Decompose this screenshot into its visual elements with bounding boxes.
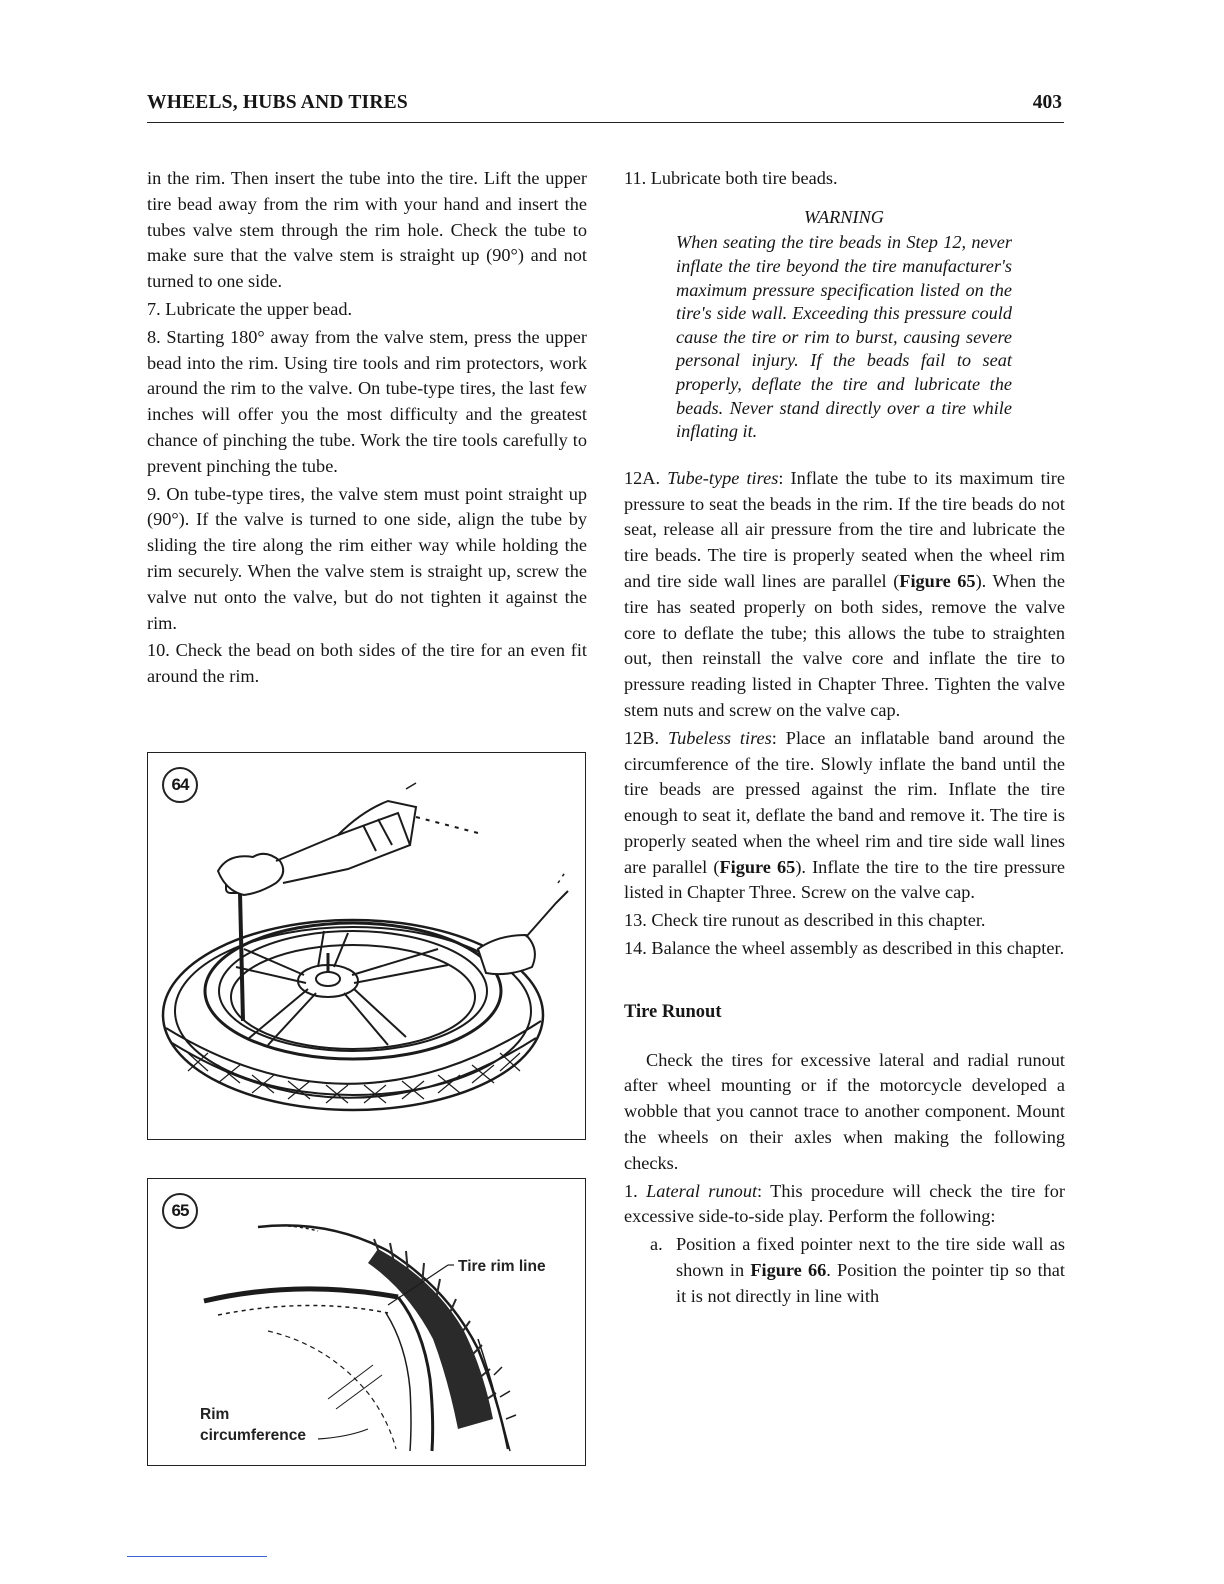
figure-65-reference[interactable]: Figure 65	[719, 856, 796, 877]
step-7: 7. Lubricate the upper bead.	[147, 298, 353, 319]
warning-body: When seating the tire beads in Step 12, never inflate the tire beyond the tire manufacturer's maximum pressure specification listed on the tire's side wall. Exceeding this pressure could cause the tire or rim to burst, causing severe personal injury. If the beads fail to seat properly, deflate the tire and lubricate the beads. Never stand directly over a tire while inflating it.	[676, 232, 1012, 442]
step-1-lateral-runout: 1. Lateral runout: This procedure will check the tire for excessive side-to-side play. Perform the following:	[624, 1180, 1065, 1227]
figure-66-reference[interactable]: Figure 66	[750, 1260, 827, 1281]
step-14: 14. Balance the wheel assembly as described in this chapter.	[624, 938, 1065, 959]
figure-64	[147, 752, 586, 1140]
figure-65	[147, 1178, 586, 1466]
step-9: 9. On tube-type tires, the valve stem must point straight up (90°). If the valve is turned to one side, align the tube by sliding the tire along the rim either way while holding the rim securely. When the valve stem is straight up, screw the valve nut onto the valve, but do not tighten it against the rim.	[147, 483, 587, 633]
step-8: 8. Starting 180° away from the valve stem, press the upper bead into the rim. Using tire tools and rim protectors, work around the rim to the valve. On tube-type tires, the last few inches will offer you the most difficulty and the greatest chance of pinching the tube. Work the tire tools carefully to prevent pinching the tube.	[147, 326, 587, 476]
tire-mounting-illustration	[148, 753, 585, 1139]
step-11: 11. Lubricate both tire beads.	[624, 168, 838, 188]
left-column	[147, 166, 587, 690]
right-column	[624, 166, 1065, 1310]
paragraph-continued: in the rim. Then insert the tube into the tire. Lift the upper tire bead away from the rim with your hand and insert the tubes valve stem through the rim hole. Check the tube to make sure that the valve stem is straight up (90°) and not turned to one side.	[147, 168, 587, 292]
tire-runout-intro: Check the tires for excessive lateral and radial runout after wheel mounting or if the motorcycle developed a wobble that you cannot trace to another component. Mount the wheels on their axles when making the following checks.	[624, 1049, 1065, 1173]
label-rim-circumference: Rim circumference	[200, 1406, 306, 1444]
label-tire-rim-line: Tire rim line	[458, 1258, 546, 1275]
footnote-rule	[127, 1556, 267, 1557]
substep-a: a. Position a fixed pointer next to the tire side wall as shown in Figure 66. Position the pointer tip so that it is not directly in line with	[650, 1234, 1065, 1306]
step-10: 10. Check the bead on both sides of the tire for an even fit around the rim.	[147, 640, 587, 687]
figure-65-reference[interactable]: Figure 65	[899, 570, 976, 591]
warning-title: WARNING	[804, 206, 884, 227]
page-number: 403	[1032, 92, 1062, 113]
step-12a: 12A. Tube-type tires: Inflate the tube to its maximum tire pressure to seat the beads in the rim. If the tire beads do not seat, release all air pressure from the tire and lubricate the tire beads. The tire is properly seated when the wheel rim and tire side wall lines are parallel (Figure 65). When the tire has seated properly on both sides, remove the valve core to deflate the tube; this allows the tube to straighten out, then reinstall the valve core and inflate the tire to pressure reading listed in Chapter Three. Tighten the valve stem nuts and screw on the valve cap.	[624, 467, 1066, 720]
chapter-title: WHEELS, HUBS AND TIRES	[147, 92, 408, 113]
figure-65-badge: 65	[162, 1193, 198, 1229]
step-13: 13. Check tire runout as described in this chapter.	[624, 910, 986, 931]
step-12b: 12B. Tubeless tires: Place an inflatable band around the circumference of the tire. Slowly inflate the band until the tire beads are pressed against the rim. Inflate the tire enough to seat it, deflate the band and remove it. The tire is properly seated when the wheel rim and tire side wall lines are parallel (Figure 65). Inflate the tire to the tire pressure listed in Chapter Three. Screw on the valve cap.	[624, 727, 1066, 903]
figure-64-badge: 64	[162, 767, 198, 803]
page-header	[147, 90, 1064, 123]
section-heading-tire-runout: Tire Runout	[624, 1001, 722, 1022]
warning-box	[676, 206, 1012, 444]
